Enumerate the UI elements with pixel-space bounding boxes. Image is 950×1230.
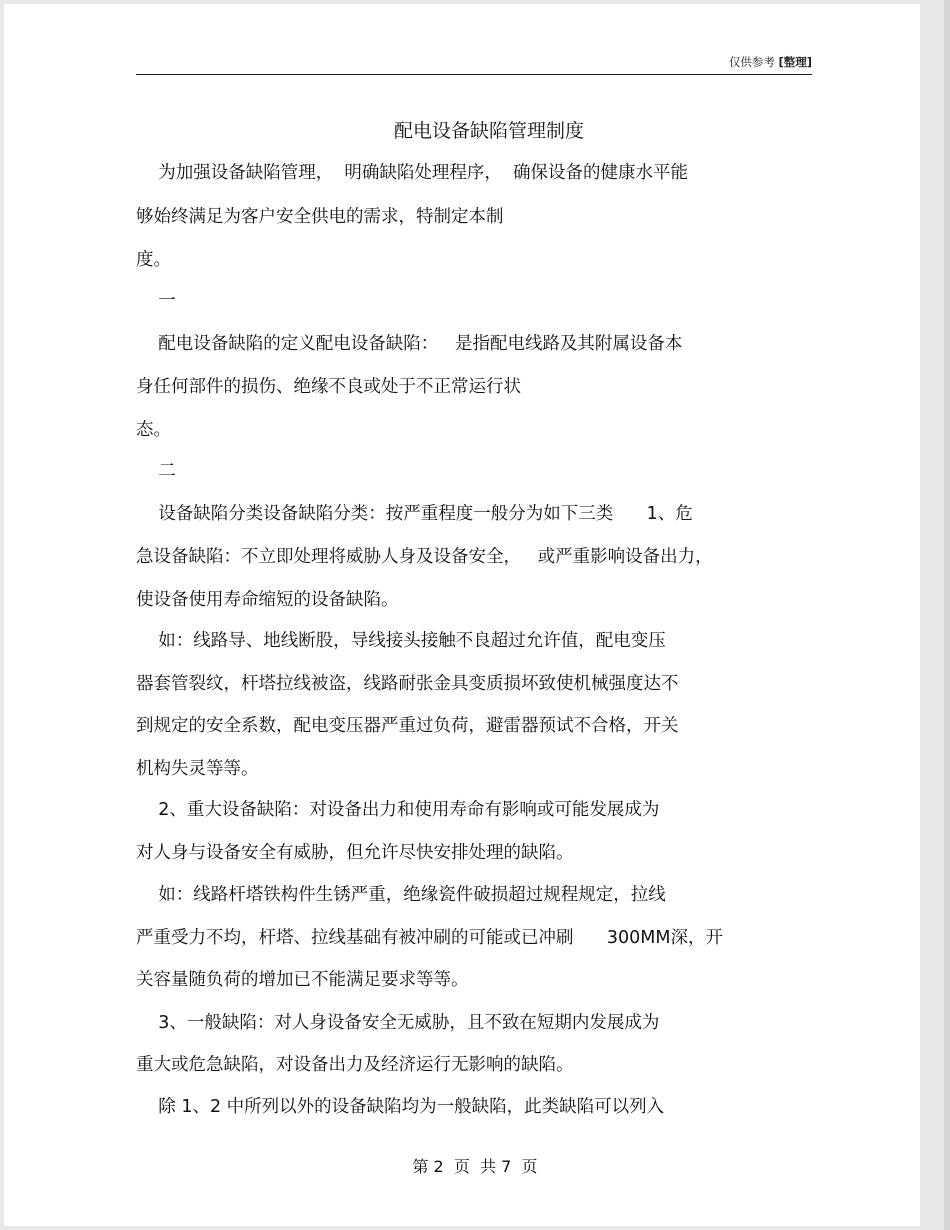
body-line: 除 1、2 中所列以外的设备缺陷均为一般缺陷，此类缺陷可以列入 [136, 1097, 665, 1117]
body-line: 如：线路导、地线断股，导线接头接触不良超过允许值，配电变压 [136, 631, 666, 651]
body-line: 器套管裂纹，杆塔拉线被盗，线路耐张金具变质损坏致使机械强度达不 [136, 674, 679, 694]
document-title: 配电设备缺陷管理制度 [393, 120, 584, 142]
body-line: 2、重大设备缺陷：对设备出力和使用寿命有影响或可能发展成为 [136, 800, 660, 820]
page-header [136, 54, 812, 70]
body-line: 配电设备缺陷的定义配电设备缺陷： 是指配电线路及其附属设备本 [136, 334, 683, 354]
body-line: 关容量随负荷的增加已不能满足要求等等。 [136, 970, 469, 990]
body-line: 使设备使用寿命缩短的设备缺陷。 [136, 590, 399, 610]
body-line: 如：线路杆塔铁构件生锈严重，绝缘瓷件破损超过规程规定，拉线 [136, 885, 666, 905]
body-line: 对人身与设备安全有威胁，但允许尽快安排处理的缺陷。 [136, 843, 574, 863]
body-line: 设备缺陷分类设备缺陷分类：按严重程度一般分为如下三类 1、危 [136, 504, 693, 524]
body-line: 严重受力不均，杆塔、拉线基础有被冲刷的可能或已冲刷 300MM深，开 [136, 928, 723, 948]
body-line: 机构失灵等等。 [136, 759, 259, 779]
body-line: 重大或危急缺陷，对设备出力及经济运行无影响的缺陷。 [136, 1055, 574, 1075]
body-line: 身任何部件的损伤、绝缘不良或处于不正常运行状 [136, 377, 521, 397]
body-line: 度。 [136, 250, 171, 270]
body-line: 到规定的安全系数，配电变压器严重过负荷，避雷器预试不合格，开关 [136, 716, 679, 736]
body-line: 急设备缺陷：不立即处理将威胁人身及设备安全， 或严重影响设备出力， [136, 547, 713, 567]
header-divider [136, 74, 812, 75]
body-line: 二 [136, 461, 176, 481]
body-line: 3、一般缺陷：对人身设备安全无威胁，且不致在短期内发展成为 [136, 1013, 660, 1033]
header-note: 仅供参考 [728, 55, 775, 69]
body-line: 态。 [136, 420, 171, 440]
body-line: 一 [136, 291, 176, 311]
page-footer: 第 2 页 共 7 页 [412, 1157, 538, 1176]
document-page [4, 4, 920, 1226]
header-tag: [整理] [778, 55, 812, 69]
body-line: 为加强设备缺陷管理， 明确缺陷处理程序， 确保设备的健康水平能 [136, 163, 688, 183]
body-line: 够始终满足为客户安全供电的需求，特制定本制 [136, 207, 504, 227]
page-edge [944, 0, 950, 1230]
